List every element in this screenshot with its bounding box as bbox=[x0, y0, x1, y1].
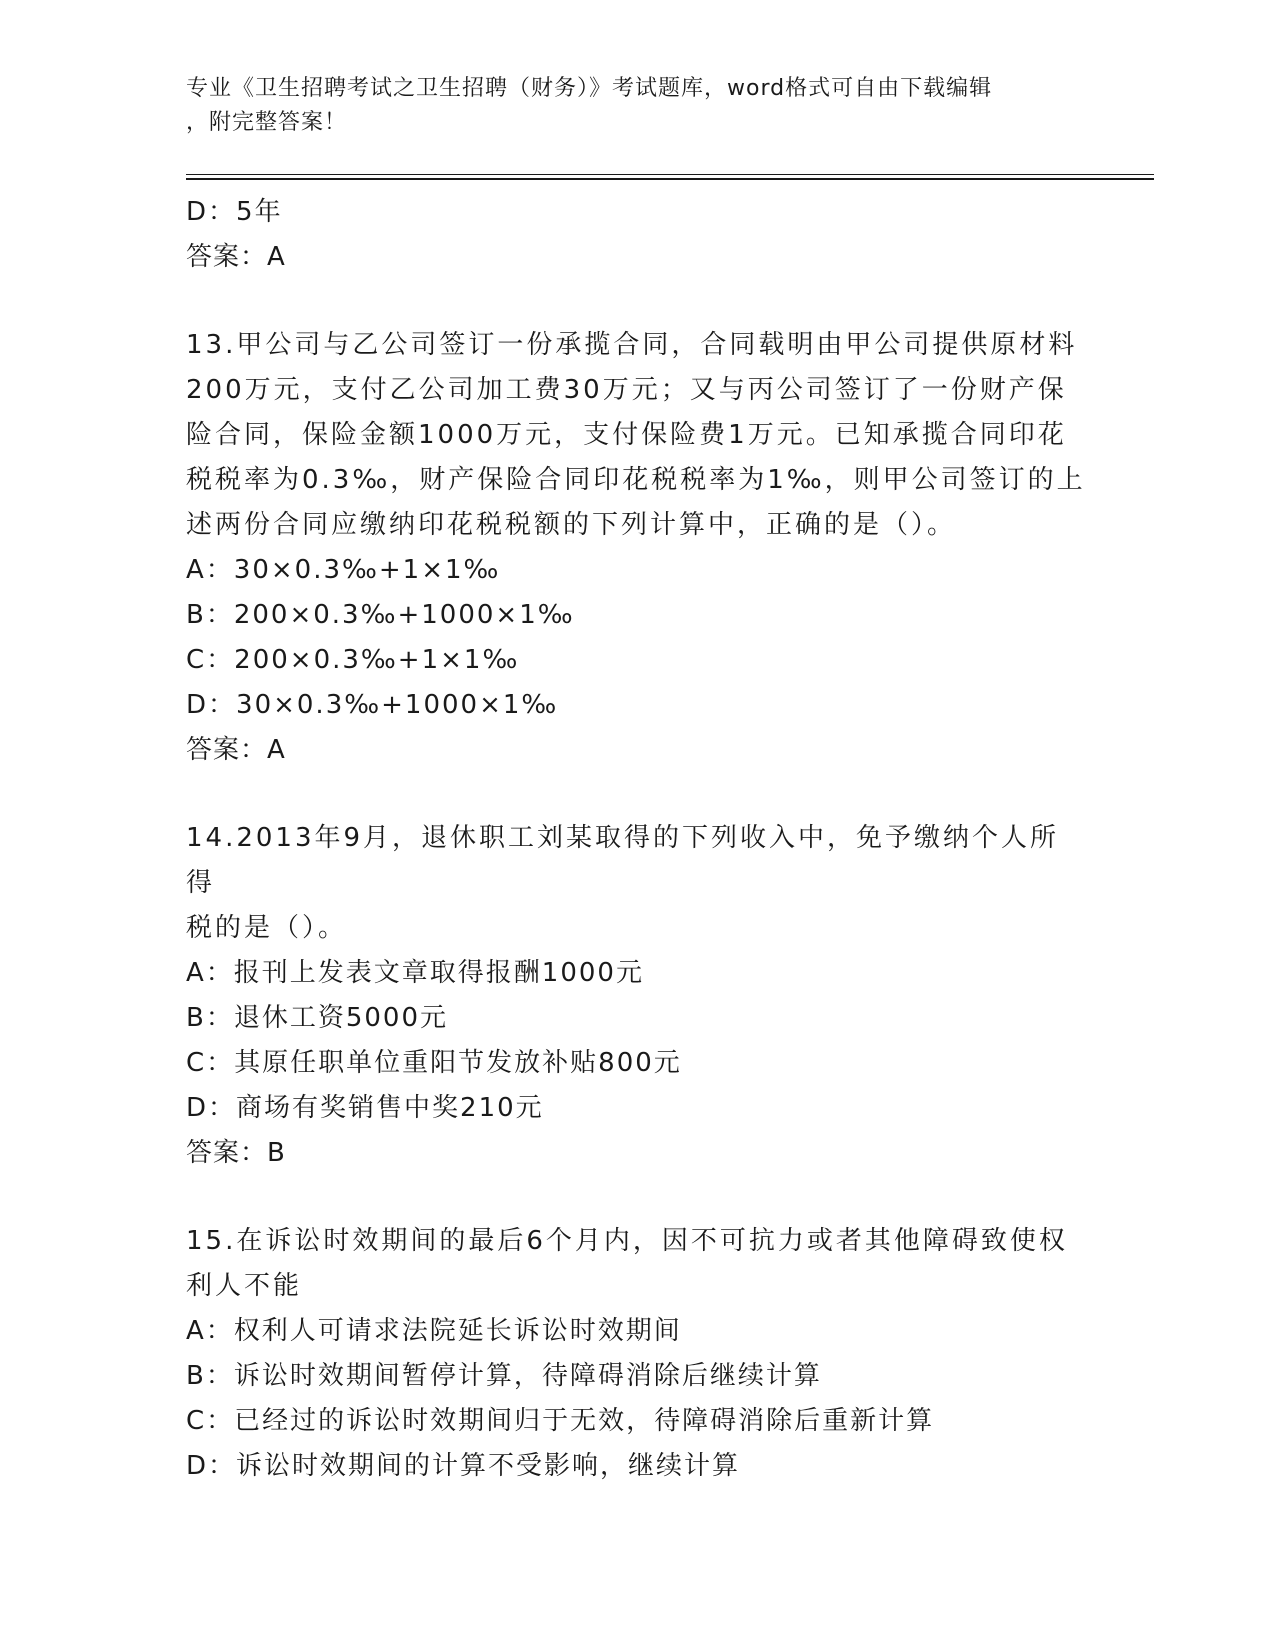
option-a: A：30×0.3‰+1×1‰ bbox=[186, 555, 501, 585]
option-d: D：30×0.3‰+1000×1‰ bbox=[186, 690, 559, 720]
prev-question-answer: 答案：A bbox=[186, 242, 286, 272]
question-14 bbox=[186, 816, 1086, 1176]
question-text-line: 述两份合同应缴纳印花税税额的下列计算中，正确的是（）。 bbox=[186, 510, 957, 540]
question-text-line: 险合同，保险金额1000万元，支付保险费1万元。已知承揽合同印花 bbox=[186, 420, 1067, 450]
option-d: D：商场有奖销售中奖210元 bbox=[186, 1093, 544, 1123]
question-answer: 答案：A bbox=[186, 735, 286, 765]
option-c: C：其原任职单位重阳节发放补贴800元 bbox=[186, 1048, 682, 1078]
document-header bbox=[186, 72, 1066, 140]
option-d: D：诉讼时效期间的计算不受影响，继续计算 bbox=[186, 1451, 741, 1481]
header-line-2: ，附完整答案！ bbox=[186, 110, 348, 135]
question-text-line: 200万元，支付乙公司加工费30万元；又与丙公司签订了一份财产保 bbox=[186, 375, 1067, 405]
option-a: A：权利人可请求法院延长诉讼时效期间 bbox=[186, 1316, 682, 1346]
document-body bbox=[186, 190, 1086, 1489]
question-13 bbox=[186, 323, 1086, 773]
option-c: C：200×0.3‰+1×1‰ bbox=[186, 645, 520, 675]
question-text-line: 15.在诉讼时效期间的最后6个月内，因不可抗力或者其他障碍致使权 bbox=[186, 1226, 1068, 1256]
header-line-1: 专业《卫生招聘考试之卫生招聘（财务）》考试题库，word格式可自由下载编辑 bbox=[186, 76, 993, 101]
option-b: B：诉讼时效期间暂停计算，待障碍消除后继续计算 bbox=[186, 1361, 822, 1391]
header-rule-thin bbox=[186, 174, 1154, 175]
prev-question-option-d: D：5年 bbox=[186, 197, 283, 227]
question-15 bbox=[186, 1219, 1086, 1489]
option-b: B：200×0.3‰+1000×1‰ bbox=[186, 600, 575, 630]
header-rule-thick bbox=[186, 178, 1154, 180]
question-text-line: 税税率为0.3‰，财产保险合同印花税税率为1‰，则甲公司签订的上 bbox=[186, 465, 1086, 495]
question-text-line: 税的是（）。 bbox=[186, 913, 348, 943]
option-a: A：报刊上发表文章取得报酬1000元 bbox=[186, 958, 644, 988]
question-answer: 答案：B bbox=[186, 1138, 286, 1168]
question-text-line: 14.2013年9月，退休职工刘某取得的下列收入中，免予缴纳个人所得 bbox=[186, 823, 1060, 898]
question-text-line: 13.甲公司与乙公司签订一份承揽合同，合同载明由甲公司提供原材料 bbox=[186, 330, 1078, 360]
option-c: C：已经过的诉讼时效期间归于无效，待障碍消除后重新计算 bbox=[186, 1406, 935, 1436]
question-text-line: 利人不能 bbox=[186, 1271, 303, 1301]
option-b: B：退休工资5000元 bbox=[186, 1003, 449, 1033]
